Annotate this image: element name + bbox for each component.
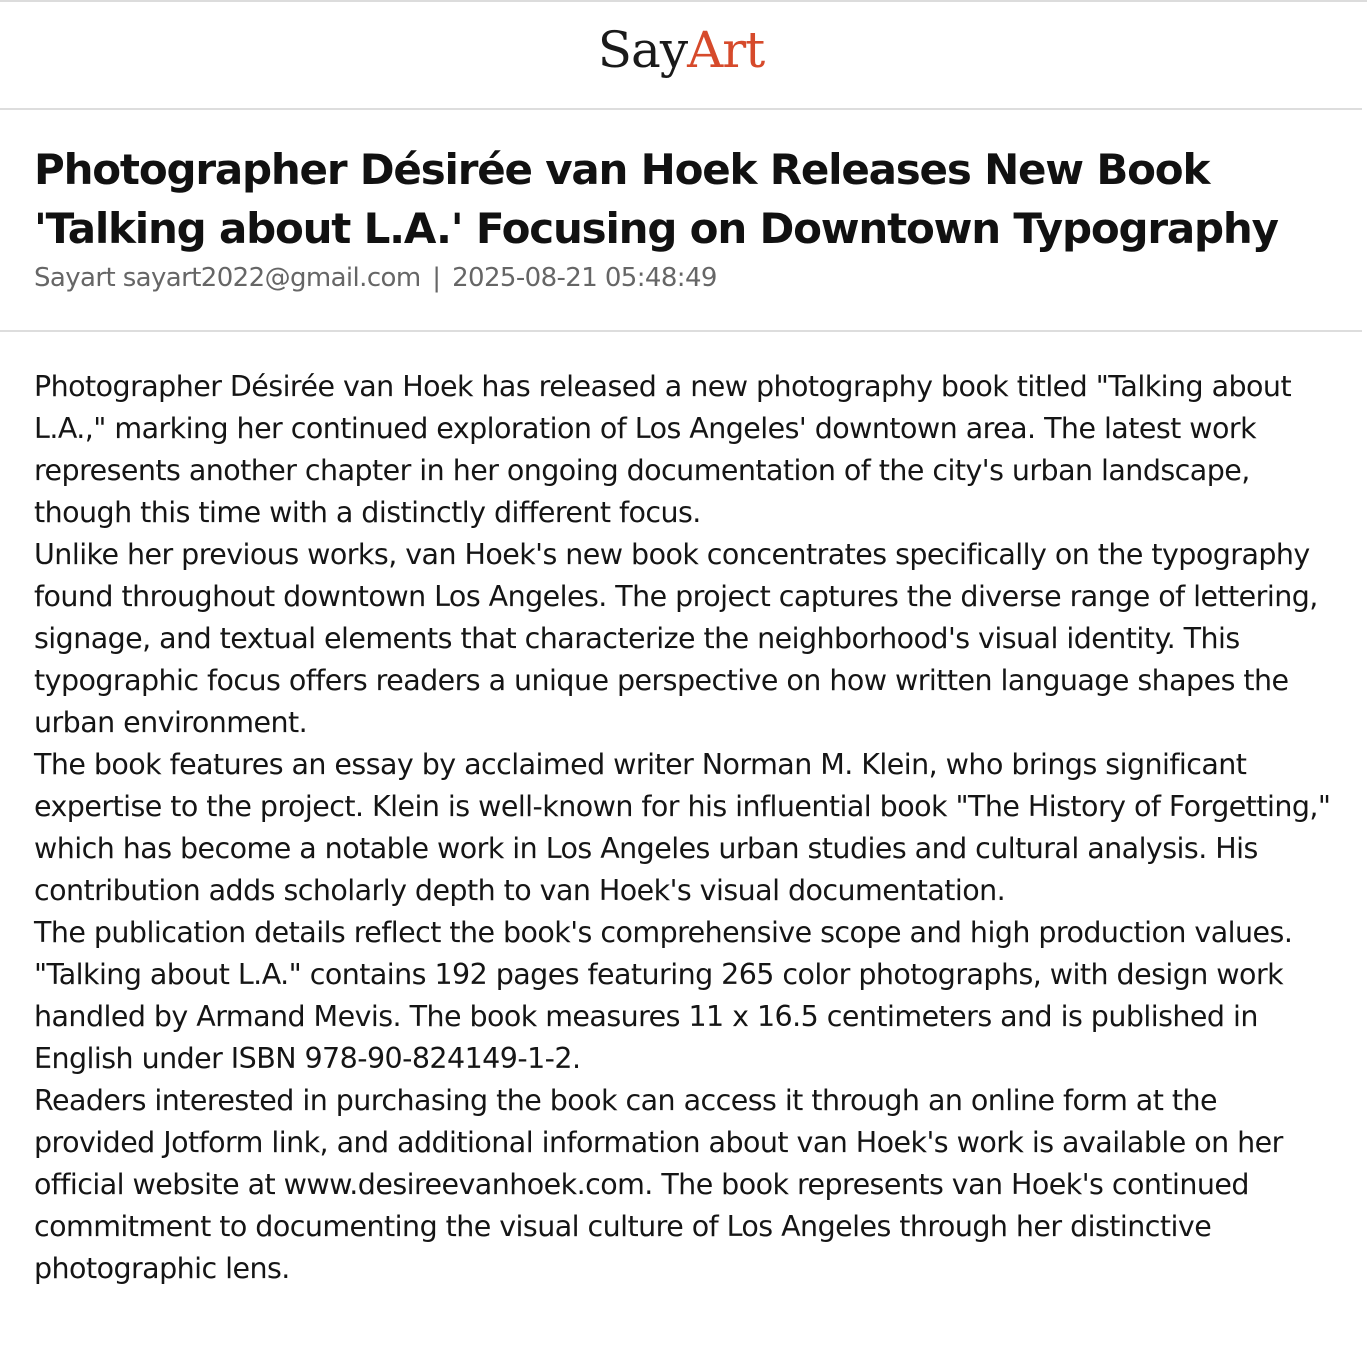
article-header bbox=[0, 110, 1362, 332]
byline-separator: | bbox=[432, 263, 441, 293]
logo-say: Say bbox=[597, 21, 688, 79]
article-headline: Photographer Désirée van Hoek Releases New Book 'Talking about L.A.' Focusing on Downtown Typography bbox=[34, 145, 1278, 253]
masthead bbox=[0, 2, 1362, 110]
byline-author: Sayart bbox=[34, 263, 116, 293]
article-body bbox=[34, 366, 1334, 1290]
byline-timestamp: 2025-08-21 05:48:49 bbox=[452, 263, 717, 293]
article-paragraph: Readers interested in purchasing the book can access it through an online form at the provided Jotform link, and additional information about van Hoek's work is available on her official website at www.desireevanhoek.com. The book represents van Hoek's continued commitment to documenting the visual culture of Los Angeles through her distinctive photographic lens. bbox=[34, 1084, 1283, 1285]
article-paragraph: Photographer Désirée van Hoek has released a new photography book titled "Talking about L.A.," marking her continued exploration of Los Angeles' downtown area. The latest work represents another chapter in her ongoing documentation of the city's urban landscape, though this time with a distinctly different focus. bbox=[34, 370, 1292, 529]
article-paragraph: Unlike her previous works, van Hoek's new book concentrates specifically on the typography found throughout downtown Los Angeles. The project captures the diverse range of lettering, signage, and textual elements that characterize the neighborhood's visual identity. This typographic focus offers readers a unique perspective on how written language shapes the urban environment. bbox=[34, 538, 1318, 739]
byline-email[interactable]: sayart2022@gmail.com bbox=[122, 263, 421, 293]
article-paragraph: The book features an essay by acclaimed writer Norman M. Klein, who brings significant expertise to the project. Klein is well-known for his influential book "The History of Forgetting," which has become a notable work in Los Angeles urban studies and cultural analysis. His contribution adds scholarly depth to van Hoek's visual documentation. bbox=[34, 748, 1331, 907]
article-paragraph: The publication details reflect the book's comprehensive scope and high production values. "Talking about L.A." contains 192 pages featuring 265 color photographs, with design work handled by Armand Mevis. The book measures 11 x 16.5 centimeters and is published in English under ISBN 978-90-824149-1-2. bbox=[34, 916, 1293, 1075]
site-logo[interactable] bbox=[598, 22, 764, 78]
logo-art: Art bbox=[687, 21, 765, 79]
byline bbox=[34, 260, 717, 296]
